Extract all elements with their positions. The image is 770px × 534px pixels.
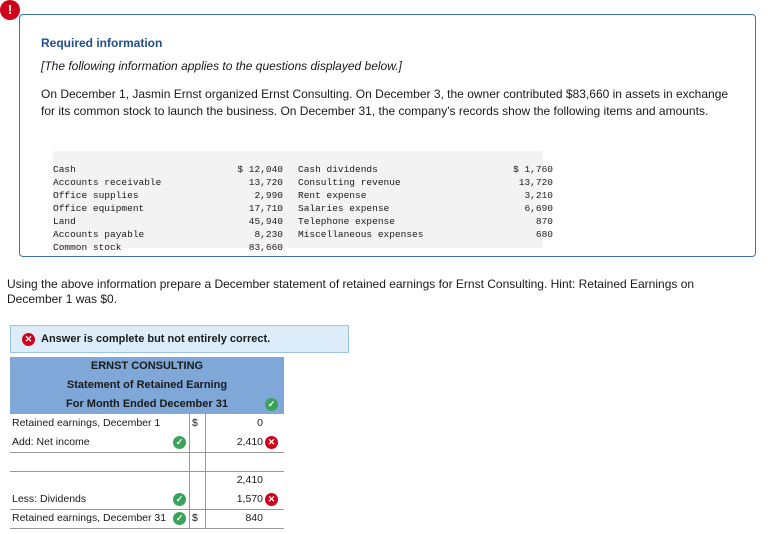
row-label[interactable]: Add: Net income <box>12 436 90 448</box>
row-label[interactable]: Retained earnings, December 1 <box>12 417 161 429</box>
dollar-cell <box>189 471 205 490</box>
check-icon: ✓ <box>173 512 186 525</box>
row-label[interactable] <box>10 452 175 471</box>
required-body: On December 1, Jasmin Ernst organized Ernst Consulting. On December 3, the owner contributed $83,660 in assets in exchange for its common stock to launch the business. On December 31, the company's records show the following items and amounts. <box>41 87 729 118</box>
feedback-text: Answer is complete but not entirely correct. <box>41 333 271 345</box>
required-note: [The following information applies to the questions displayed below.] <box>41 59 402 73</box>
row-label[interactable] <box>10 471 175 490</box>
row-dividends <box>10 490 284 510</box>
row-label[interactable]: Retained earnings, December 31 <box>12 512 167 524</box>
required-title: Required information <box>41 36 163 50</box>
amount-input[interactable]: 2,410 <box>205 433 265 452</box>
dollar-cell <box>189 433 205 452</box>
header-check-icon: ✓ <box>265 398 278 411</box>
amount-input[interactable]: 2,410 <box>205 471 265 490</box>
check-icon: ✓ <box>173 493 186 506</box>
amount-input[interactable] <box>205 452 265 471</box>
statement-period-text: For Month Ended December 31 <box>66 398 228 410</box>
amount-input[interactable]: 840 <box>205 509 265 528</box>
row-subtotal <box>10 471 284 490</box>
error-x-icon: ✕ <box>265 493 278 506</box>
row-net-income <box>10 433 284 453</box>
error-x-icon: ✕ <box>265 436 278 449</box>
row-ending <box>10 509 284 529</box>
dollar-cell <box>189 490 205 509</box>
ledger-left-labels: Cash Accounts receivable Office supplies Office equipment Land Accounts payable Common stock <box>53 164 162 253</box>
row-beginning <box>10 414 284 433</box>
row-blank <box>10 452 284 472</box>
answer-feedback-banner <box>10 325 349 353</box>
question-text: Using the above information prepare a December statement of retained earnings for Ernst Consulting. Hint: Retained Earnings on December 1 was $0. <box>7 277 695 306</box>
statement-period <box>10 395 284 414</box>
required-information-panel <box>19 14 756 257</box>
error-x-icon: ✕ <box>22 333 35 346</box>
dollar-sign: $ <box>189 509 205 528</box>
ledger-right-amounts: $ 1,760 13,720 3,210 6,690 870 680 <box>513 164 553 240</box>
ledger-right-labels: Cash dividends Consulting revenue Rent expense Salaries expense Telephone expense Miscellaneous expenses <box>298 164 424 240</box>
check-icon: ✓ <box>173 436 186 449</box>
account-ledger <box>53 151 553 253</box>
ledger-left-amounts: $ 12,040 13,720 2,990 17,710 45,940 8,230 83,660 <box>237 164 283 253</box>
dollar-cell <box>189 452 205 471</box>
alert-icon: ! <box>0 0 20 20</box>
statement-title: Statement of Retained Earning <box>10 376 284 395</box>
amount-input[interactable]: 0 <box>205 414 265 433</box>
dollar-sign: $ <box>189 414 205 433</box>
row-label[interactable]: Less: Dividends <box>12 493 87 505</box>
statement-company: ERNST CONSULTING <box>10 357 284 376</box>
amount-input[interactable]: 1,570 <box>205 490 265 509</box>
